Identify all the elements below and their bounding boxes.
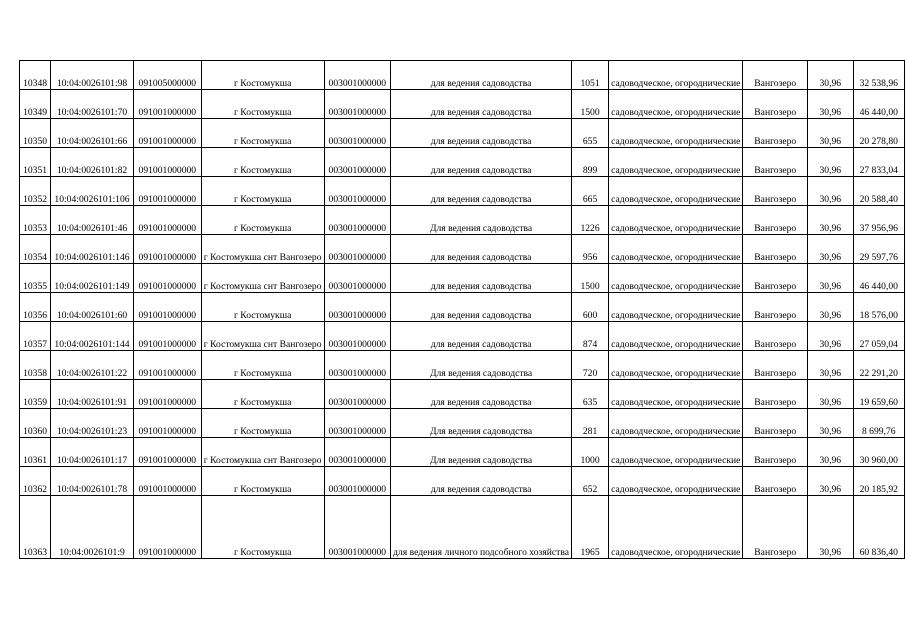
cell-cadastral-number: 10:04:0026101:60: [51, 293, 134, 322]
cell-location: г Костомукша снт Вангозеро: [201, 235, 324, 264]
cell-oktmo-code: 003001000000: [324, 322, 391, 351]
cell-cadastral-value: 32 538,96: [853, 61, 905, 90]
cell-land-category: садоводческое, огороднические: [609, 322, 743, 351]
cell-permitted-use: Для ведения садоводства: [391, 206, 572, 235]
cell-cadastral-value: 20 185,92: [853, 467, 905, 496]
cell-rate: 30,96: [808, 380, 853, 409]
table-row: [20, 206, 905, 235]
cell-zone-name: Вангозеро: [743, 148, 808, 177]
cell-okato-code: 091001000000: [133, 264, 201, 293]
cell-rate: 30,96: [808, 264, 853, 293]
table-row: [20, 119, 905, 148]
table-row: [20, 380, 905, 409]
cell-rate: 30,96: [808, 90, 853, 119]
table-row: [20, 61, 905, 90]
cell-rate: 30,96: [808, 148, 853, 177]
cell-okato-code: 091001000000: [133, 351, 201, 380]
cell-area: 1500: [572, 264, 609, 293]
cell-oktmo-code: 003001000000: [324, 206, 391, 235]
land-plots-table: [19, 60, 905, 559]
cell-cadastral-number: 10:04:0026101:78: [51, 467, 134, 496]
cell-area: 635: [572, 380, 609, 409]
table-row: [20, 351, 905, 380]
cell-zone-name: Вангозеро: [743, 235, 808, 264]
cell-zone-name: Вангозеро: [743, 380, 808, 409]
cell-row-number: 10360: [20, 409, 51, 438]
cell-permitted-use: для ведения садоводства: [391, 177, 572, 206]
cell-cadastral-value: 20 278,80: [853, 119, 905, 148]
table-row: [20, 496, 905, 559]
table-row: [20, 90, 905, 119]
cell-cadastral-value: 27 059,04: [853, 322, 905, 351]
cell-land-category: садоводческое, огороднические: [609, 119, 743, 148]
cell-oktmo-code: 003001000000: [324, 177, 391, 206]
cell-row-number: 10355: [20, 264, 51, 293]
cell-okato-code: 091001000000: [133, 409, 201, 438]
cell-zone-name: Вангозеро: [743, 322, 808, 351]
cell-location: г Костомукша снт Вангозеро: [201, 322, 324, 351]
cell-area: 1500: [572, 90, 609, 119]
cell-rate: 30,96: [808, 206, 853, 235]
cell-cadastral-number: 10:04:0026101:82: [51, 148, 134, 177]
cell-zone-name: Вангозеро: [743, 351, 808, 380]
cell-okato-code: 091001000000: [133, 90, 201, 119]
cell-rate: 30,96: [808, 119, 853, 148]
cell-cadastral-number: 10:04:0026101:66: [51, 119, 134, 148]
cell-area: 1051: [572, 61, 609, 90]
cell-row-number: 10349: [20, 90, 51, 119]
cell-okato-code: 091001000000: [133, 148, 201, 177]
cell-okato-code: 091005000000: [133, 61, 201, 90]
cell-location: г Костомукша: [201, 177, 324, 206]
cell-location: г Костомукша: [201, 206, 324, 235]
cell-location: г Костомукша снт Вангозеро: [201, 438, 324, 467]
cell-cadastral-value: 37 956,96: [853, 206, 905, 235]
cell-area: 600: [572, 293, 609, 322]
cell-location: г Костомукша: [201, 380, 324, 409]
cell-zone-name: Вангозеро: [743, 90, 808, 119]
cell-cadastral-value: 22 291,20: [853, 351, 905, 380]
cell-cadastral-number: 10:04:0026101:17: [51, 438, 134, 467]
cell-zone-name: Вангозеро: [743, 409, 808, 438]
cell-cadastral-value: 27 833,04: [853, 148, 905, 177]
cell-cadastral-number: 10:04:0026101:91: [51, 380, 134, 409]
cell-oktmo-code: 003001000000: [324, 438, 391, 467]
cell-okato-code: 091001000000: [133, 177, 201, 206]
cell-row-number: 10359: [20, 380, 51, 409]
cell-area: 720: [572, 351, 609, 380]
cell-land-category: садоводческое, огороднические: [609, 148, 743, 177]
cell-row-number: 10348: [20, 61, 51, 90]
table-body: [20, 61, 905, 559]
cell-cadastral-number: 10:04:0026101:98: [51, 61, 134, 90]
cell-rate: 30,96: [808, 438, 853, 467]
cell-land-category: садоводческое, огороднические: [609, 177, 743, 206]
cell-oktmo-code: 003001000000: [324, 380, 391, 409]
cell-cadastral-number: 10:04:0026101:106: [51, 177, 134, 206]
cell-cadastral-value: 20 588,40: [853, 177, 905, 206]
cell-permitted-use: Для ведения садоводства: [391, 409, 572, 438]
cell-area: 652: [572, 467, 609, 496]
cell-zone-name: Вангозеро: [743, 177, 808, 206]
cell-oktmo-code: 003001000000: [324, 235, 391, 264]
table-row: [20, 148, 905, 177]
cell-cadastral-number: 10:04:0026101:22: [51, 351, 134, 380]
cell-oktmo-code: 003001000000: [324, 61, 391, 90]
cell-cadastral-value: 29 597,76: [853, 235, 905, 264]
cell-okato-code: 091001000000: [133, 496, 201, 559]
cell-location: г Костомукша: [201, 496, 324, 559]
cell-permitted-use: для ведения садоводства: [391, 119, 572, 148]
cell-rate: 30,96: [808, 61, 853, 90]
cell-cadastral-number: 10:04:0026101:70: [51, 90, 134, 119]
cell-zone-name: Вангозеро: [743, 61, 808, 90]
cell-row-number: 10358: [20, 351, 51, 380]
cell-land-category: садоводческое, огороднические: [609, 206, 743, 235]
cell-zone-name: Вангозеро: [743, 293, 808, 322]
cell-land-category: садоводческое, огороднические: [609, 351, 743, 380]
cell-cadastral-value: 30 960,00: [853, 438, 905, 467]
cell-cadastral-value: 19 659,60: [853, 380, 905, 409]
cell-rate: 30,96: [808, 177, 853, 206]
cell-oktmo-code: 003001000000: [324, 90, 391, 119]
cell-row-number: 10361: [20, 438, 51, 467]
cell-permitted-use: для ведения садоводства: [391, 467, 572, 496]
cell-okato-code: 091001000000: [133, 467, 201, 496]
cell-area: 1226: [572, 206, 609, 235]
cell-okato-code: 091001000000: [133, 322, 201, 351]
cell-cadastral-number: 10:04:0026101:146: [51, 235, 134, 264]
table-row: [20, 409, 905, 438]
cell-oktmo-code: 003001000000: [324, 264, 391, 293]
table-row: [20, 235, 905, 264]
cell-permitted-use: для ведения садоводства: [391, 380, 572, 409]
cell-rate: 30,96: [808, 496, 853, 559]
cell-area: 874: [572, 322, 609, 351]
cell-land-category: садоводческое, огороднические: [609, 380, 743, 409]
cell-permitted-use: для ведения садоводства: [391, 322, 572, 351]
cell-area: 956: [572, 235, 609, 264]
cell-rate: 30,96: [808, 293, 853, 322]
cell-permitted-use: для ведения садоводства: [391, 61, 572, 90]
cell-zone-name: Вангозеро: [743, 438, 808, 467]
cell-land-category: садоводческое, огороднические: [609, 90, 743, 119]
cell-rate: 30,96: [808, 409, 853, 438]
table-row: [20, 322, 905, 351]
table-row: [20, 177, 905, 206]
cell-okato-code: 091001000000: [133, 206, 201, 235]
cell-oktmo-code: 003001000000: [324, 467, 391, 496]
cell-area: 1965: [572, 496, 609, 559]
cell-cadastral-number: 10:04:0026101:144: [51, 322, 134, 351]
cell-location: г Костомукша: [201, 90, 324, 119]
cell-rate: 30,96: [808, 467, 853, 496]
cell-zone-name: Вангозеро: [743, 206, 808, 235]
table-row: [20, 467, 905, 496]
cell-location: г Костомукша: [201, 467, 324, 496]
cell-land-category: садоводческое, огороднические: [609, 409, 743, 438]
cell-cadastral-number: 10:04:0026101:23: [51, 409, 134, 438]
cell-permitted-use: Для ведения садоводства: [391, 351, 572, 380]
table-row: [20, 438, 905, 467]
cell-land-category: садоводческое, огороднические: [609, 293, 743, 322]
cell-cadastral-value: 18 576,00: [853, 293, 905, 322]
cell-row-number: 10362: [20, 467, 51, 496]
cell-area: 899: [572, 148, 609, 177]
cell-row-number: 10356: [20, 293, 51, 322]
cell-rate: 30,96: [808, 235, 853, 264]
cell-area: 281: [572, 409, 609, 438]
cell-permitted-use: для ведения садоводства: [391, 235, 572, 264]
cell-okato-code: 091001000000: [133, 235, 201, 264]
cell-land-category: садоводческое, огороднические: [609, 264, 743, 293]
cell-oktmo-code: 003001000000: [324, 409, 391, 438]
cell-land-category: садоводческое, огороднические: [609, 61, 743, 90]
cell-cadastral-value: 8 699,76: [853, 409, 905, 438]
cell-row-number: 10350: [20, 119, 51, 148]
cell-cadastral-value: 46 440,00: [853, 90, 905, 119]
cell-permitted-use: для ведения садоводства: [391, 90, 572, 119]
cell-okato-code: 091001000000: [133, 438, 201, 467]
cell-location: г Костомукша: [201, 409, 324, 438]
cell-permitted-use: для ведения садоводства: [391, 148, 572, 177]
cell-cadastral-number: 10:04:0026101:46: [51, 206, 134, 235]
cell-cadastral-number: 10:04:0026101:149: [51, 264, 134, 293]
cell-permitted-use: для ведения садоводства: [391, 264, 572, 293]
cell-zone-name: Вангозеро: [743, 264, 808, 293]
cell-zone-name: Вангозеро: [743, 467, 808, 496]
cell-row-number: 10352: [20, 177, 51, 206]
cell-rate: 30,96: [808, 322, 853, 351]
table-row: [20, 293, 905, 322]
cell-permitted-use: для ведения личного подсобного хозяйства: [391, 496, 572, 559]
cell-land-category: садоводческое, огороднические: [609, 496, 743, 559]
cell-cadastral-value: 46 440,00: [853, 264, 905, 293]
cell-cadastral-value: 60 836,40: [853, 496, 905, 559]
cell-area: 665: [572, 177, 609, 206]
cell-row-number: 10357: [20, 322, 51, 351]
cell-land-category: садоводческое, огороднические: [609, 235, 743, 264]
cell-zone-name: Вангозеро: [743, 119, 808, 148]
cell-location: г Костомукша: [201, 119, 324, 148]
cell-location: г Костомукша: [201, 293, 324, 322]
cell-okato-code: 091001000000: [133, 119, 201, 148]
cell-oktmo-code: 003001000000: [324, 148, 391, 177]
cell-location: г Костомукша снт Вангозеро: [201, 264, 324, 293]
cell-row-number: 10353: [20, 206, 51, 235]
cell-okato-code: 091001000000: [133, 380, 201, 409]
cell-location: г Костомукша: [201, 61, 324, 90]
cell-area: 655: [572, 119, 609, 148]
cell-oktmo-code: 003001000000: [324, 351, 391, 380]
cell-oktmo-code: 003001000000: [324, 119, 391, 148]
cell-land-category: садоводческое, огороднические: [609, 438, 743, 467]
cell-row-number: 10351: [20, 148, 51, 177]
cell-okato-code: 091001000000: [133, 293, 201, 322]
cell-row-number: 10354: [20, 235, 51, 264]
cell-cadastral-number: 10:04:0026101:9: [51, 496, 134, 559]
cell-oktmo-code: 003001000000: [324, 496, 391, 559]
cell-area: 1000: [572, 438, 609, 467]
cell-rate: 30,96: [808, 351, 853, 380]
table-row: [20, 264, 905, 293]
cell-oktmo-code: 003001000000: [324, 293, 391, 322]
cell-land-category: садоводческое, огороднические: [609, 467, 743, 496]
cell-zone-name: Вангозеро: [743, 496, 808, 559]
cell-location: г Костомукша: [201, 351, 324, 380]
cell-permitted-use: для ведения садоводства: [391, 293, 572, 322]
cell-location: г Костомукша: [201, 148, 324, 177]
cell-permitted-use: Для ведения садоводства: [391, 438, 572, 467]
cell-row-number: 10363: [20, 496, 51, 559]
